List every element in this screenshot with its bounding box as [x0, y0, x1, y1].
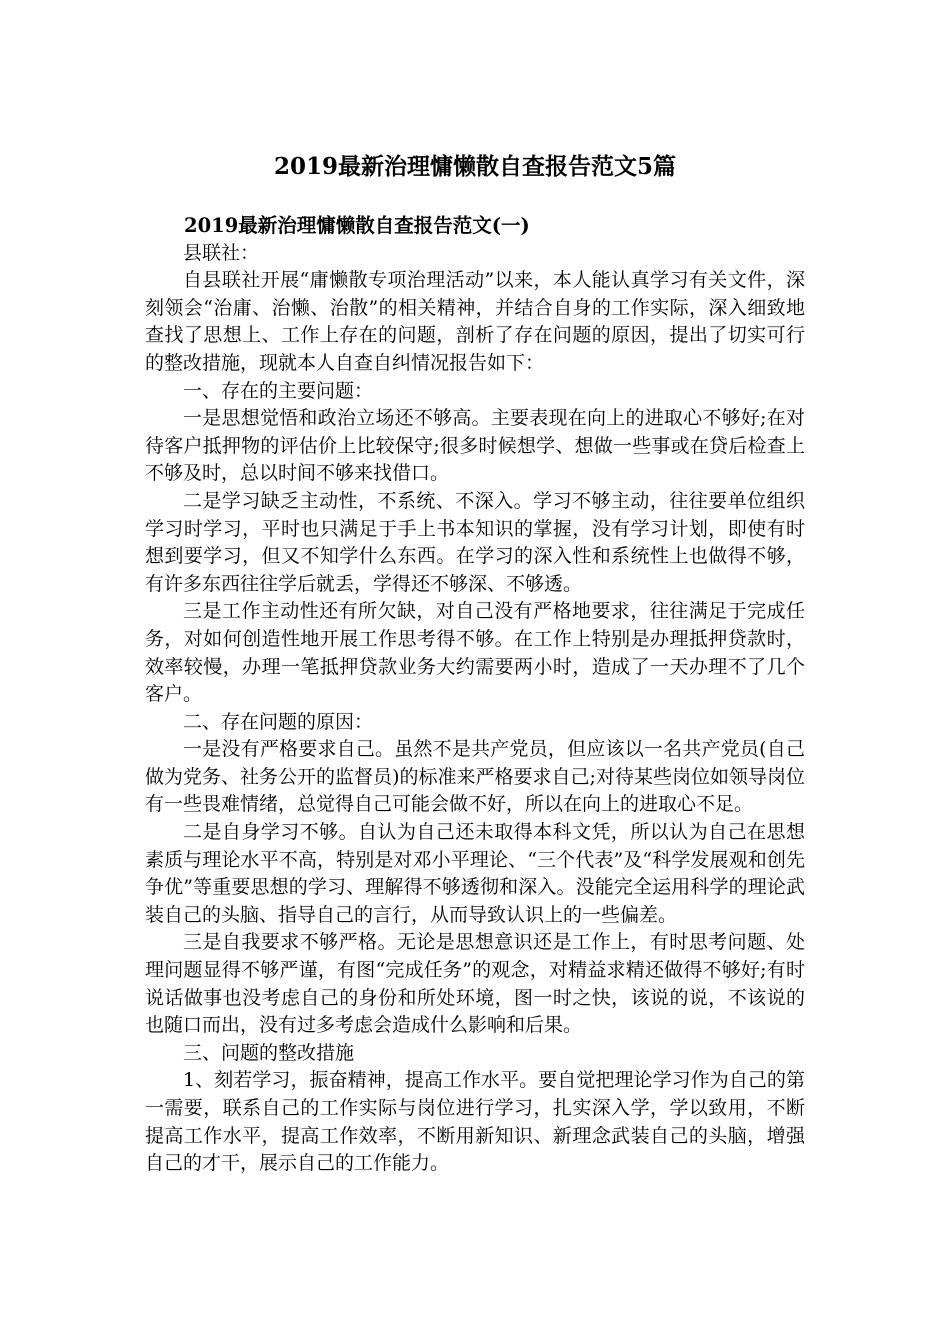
- cause-paragraph-1: 一是没有严格要求自己。虽然不是共产党员，但应该以一名共产党员(自己做为党务、社务公开的监督员)的标准来严格要求自己;对待某些岗位如领导岗位有一些畏难情绪，总觉得自己可能会做不好，所以在向上的进取心不足。: [145, 738, 805, 816]
- problem-paragraph-3: 三是工作主动性还有所欠缺，对自己没有严格地要求，往往满足于完成任务，对如何创造性地开展工作思考得不够。在工作上特别是办理抵押贷款时，效率较慢，办理一笔抵押贷款业务大约需要两小时，造成了一天办理不了几个客户。: [145, 600, 805, 706]
- heading-causes: 二、存在问题的原因：: [183, 710, 374, 733]
- salutation: 县联社：: [183, 241, 260, 264]
- cause-paragraph-2: 二是自身学习不够。自认为自己还未取得本科文凭，所以认为自己在思想素质与理论水平不高，特别是对邓小平理论、“三个代表”及“科学发展观和创先争优”等重要思想的学习、理解得不够透彻和深入。没能完全运用科学的理论武装自己的头脑、指导自己的言行，从而导致认识上的一些偏差。: [145, 821, 805, 926]
- problem-paragraph-2: 二是学习缺乏主动性，不系统、不深入。学习不够主动，往往要单位组织学习时学习，平时也只满足于手上书本知识的掌握，没有学习计划，即使有时想到要学习，但又不知学什么东西。在学习的深入性和系统性上也做得不够，有许多东西往往学后就丢，学得还不够深、不够透。: [145, 489, 805, 595]
- heading-main-problems: 一、存在的主要问题：: [183, 379, 374, 402]
- document-title: 2019最新治理慵懒散自查报告范文5篇: [273, 153, 677, 180]
- problem-paragraph-1: 一是思想觉悟和政治立场还不够高。主要表现在向上的进取心不够好;在对待客户抵押物的评估价上比较保守;很多时候想学、想做一些事或在贷后检查上不够及时，总以时间不够来找借口。: [145, 407, 805, 485]
- heading-measures: 三、问题的整改措施: [183, 1041, 355, 1064]
- document-body: [145, 212, 805, 1178]
- intro-paragraph: 自县联社开展“庸懒散专项治理活动”以来，本人能认真学习有关文件，深刻领会“治庸、治懒、治散”的相关精神，并结合自身的工作实际，深入细致地查找了思想上、工作上存在的问题，剖析了存在问题的原因，提出了切实可行的整改措施，现就本人自查自纠情况报告如下：: [145, 269, 805, 374]
- measure-paragraph-1: 1、刻若学习，振奋精神，提高工作水平。要自觉把理论学习作为自己的第一需要，联系自己的工作实际与岗位进行学习，扎实深入学，学以致用，不断提高工作水平，提高工作效率，不断用新知识、新理念武装自己的头脑，增强自己的才干，展示自己的工作能力。: [145, 1069, 805, 1175]
- section-heading: 2019最新治理慵懒散自查报告范文(一): [184, 214, 530, 237]
- cause-paragraph-3: 三是自我要求不够严格。无论是思想意识还是工作上，有时思考问题、处理问题显得不够严谨，有图“完成任务”的观念，对精益求精还做得不够好;有时说话做事也没考虑自己的身份和所处环境，图一时之快，该说的说，不该说的也随口而出，没有过多考虑会造成什么影响和后果。: [145, 931, 805, 1037]
